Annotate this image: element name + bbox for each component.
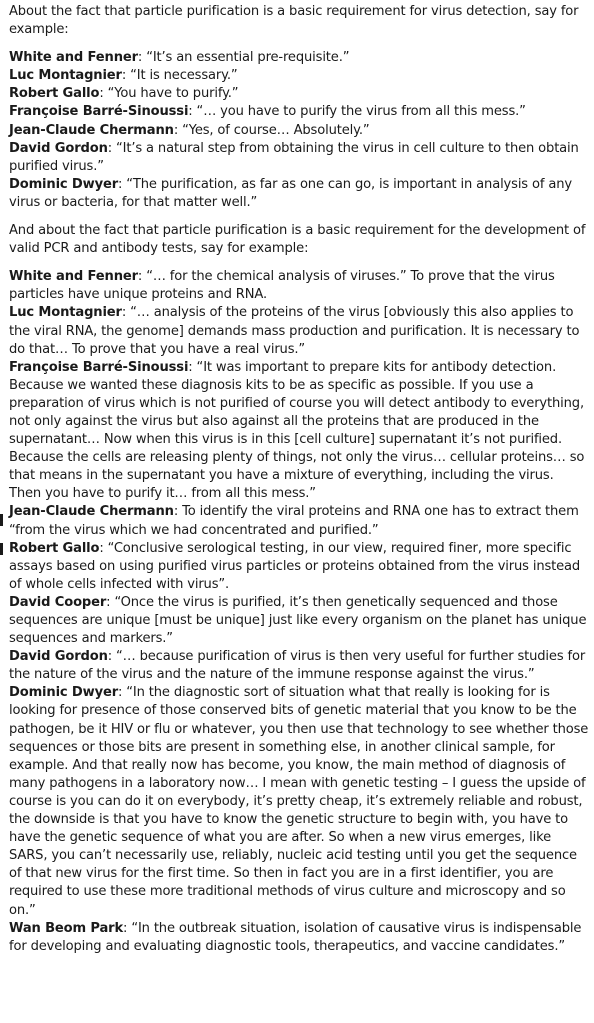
quote — [9, 304, 589, 358]
speaker-name: White and Fenner — [9, 50, 138, 66]
quote-text: : “It’s a natural step from obtaining the virus in cell culture to then obtain purified virus.” — [9, 140, 579, 174]
quote — [9, 920, 589, 956]
speaker-name: Jean-Claude Chermann — [9, 122, 174, 138]
quote-text: : “It’s an essential pre-requisite.” — [137, 50, 350, 66]
section1-quote-list — [9, 49, 589, 212]
speaker-name: Luc Montagnier — [9, 305, 122, 321]
quote — [9, 594, 589, 648]
margin-mark — [0, 543, 3, 555]
quote-text: : “You have to purify.” — [99, 86, 239, 102]
quote — [9, 67, 589, 85]
quote-text: : “… because purification of virus is then very useful for further studies for the nature of the virus and the nature of the immune response against the virus.” — [9, 649, 586, 683]
quote-text: : “Yes, of course… Absolutely.” — [173, 122, 370, 138]
quote — [9, 268, 589, 304]
quote-text: : “… analysis of the proteins of the virus [obviously this also applies to the viral RNA, the genome] demands mass production and purification. It is necessary to do that… To prove that you have a real virus.” — [9, 305, 580, 357]
speaker-name: Dominic Dwyer — [9, 176, 119, 192]
quote — [9, 648, 589, 684]
quote-text: : “… you have to purify the virus from all this mess.” — [188, 104, 526, 120]
speaker-name: David Gordon — [9, 649, 108, 665]
quote — [9, 103, 589, 121]
quote — [9, 49, 589, 67]
quote — [9, 359, 589, 504]
section2-intro: And about the fact that particle purification is a basic requirement for the development of valid PCR and antibody tests, say for example: — [9, 223, 586, 257]
speaker-name: Robert Gallo — [9, 86, 100, 102]
quote — [9, 684, 589, 919]
quote — [9, 85, 589, 103]
quote — [9, 122, 589, 140]
margin-mark — [0, 514, 3, 526]
section2-quote-list — [9, 268, 589, 956]
quote-text: : “Conclusive serological testing, in our view, required finer, more specific assays based on using purified virus particles or proteins obtained from the virus instead of whole cells infected with virus”. — [9, 540, 581, 592]
quote-text: : “The purification, as far as one can go, is important in analysis of any virus or bacteria, for that matter well.” — [9, 176, 572, 210]
quote-text: : “It is necessary.” — [121, 68, 238, 84]
quote-text: : “… for the chemical analysis of viruses.” To prove that the virus particles have unique proteins and RNA. — [9, 269, 555, 303]
speaker-name: Luc Montagnier — [9, 68, 122, 84]
speaker-name: Dominic Dwyer — [9, 685, 119, 701]
speaker-name: Jean-Claude Chermann — [9, 504, 174, 520]
speaker-name: White and Fenner — [9, 269, 138, 285]
quote-text: : “In the diagnostic sort of situation what that really is looking for is looking for presence of those conserved bits of genetic material that you know to be the pathogen, be it HIV or flu or whatever, you then use that technology to see whether those sequences or those bits are present in something else, in another clinical sample, for example. And that really now has become, you know, the main method of diagnosis of many pathogens in a laboratory now… I mean with genetic testing – I guess the upside of course is you can do it on everybody, it’s pretty cheap, it’s extremely reliable and robust, the downside is that you have to know the genetic structure to begin with, you have to have the genetic sequence of what you are after. So when a new virus emerges, like SARS, you can’t necessarily use, reliably, nucleic acid testing until you get the sequence of that new virus for the first time. So then in fact you are in a first identifier, you are required to use these more traditional methods of virus culture and microscopy and so on.” — [9, 685, 589, 918]
quote — [9, 540, 589, 594]
quote-text: : “Once the virus is purified, it’s then genetically sequenced and those sequences are unique [must be unique] just like every organism on the planet has unique sequences and markers.” — [9, 594, 587, 647]
quote — [9, 176, 589, 212]
quote-text: : To identify the viral proteins and RNA one has to extract them “from the virus which we had concentrated and purified.” — [9, 504, 579, 538]
speaker-name: Wan Beom Park — [9, 920, 124, 936]
speaker-name: David Gordon — [9, 140, 108, 156]
speaker-name: Robert Gallo — [9, 540, 100, 556]
quote — [9, 140, 589, 176]
quote-text: : “In the outbreak situation, isolation of causative virus is indispensable for developing and evaluating diagnostic tools, therapeutics, and vaccine candidates.” — [9, 920, 582, 954]
quote — [9, 503, 589, 539]
quote-text: : “It was important to prepare kits for antibody detection. Because we wanted these diagnosis kits to be as specific as possible. If you use a preparation of virus which is not purified of course you will detect antibody to everything, not only against the virus but also against all the proteins that are produced in the supernatant… Now when this virus is in this [cell culture] supernatant it’s not purified. Because the cells are releasing plenty of things, not only the virus… cellular proteins… so that means in the supernatant you have a mixture of everything, including the virus. Then you have to purify it… from all this mess.” — [9, 359, 585, 502]
speaker-name: David Cooper — [9, 594, 107, 610]
speaker-name: Françoise Barré-Sinoussi — [9, 359, 189, 375]
section1-intro: About the fact that particle purification is a basic requirement for virus detection, say for example: — [9, 4, 579, 38]
document-body — [9, 3, 589, 956]
speaker-name: Françoise Barré-Sinoussi — [9, 104, 189, 120]
